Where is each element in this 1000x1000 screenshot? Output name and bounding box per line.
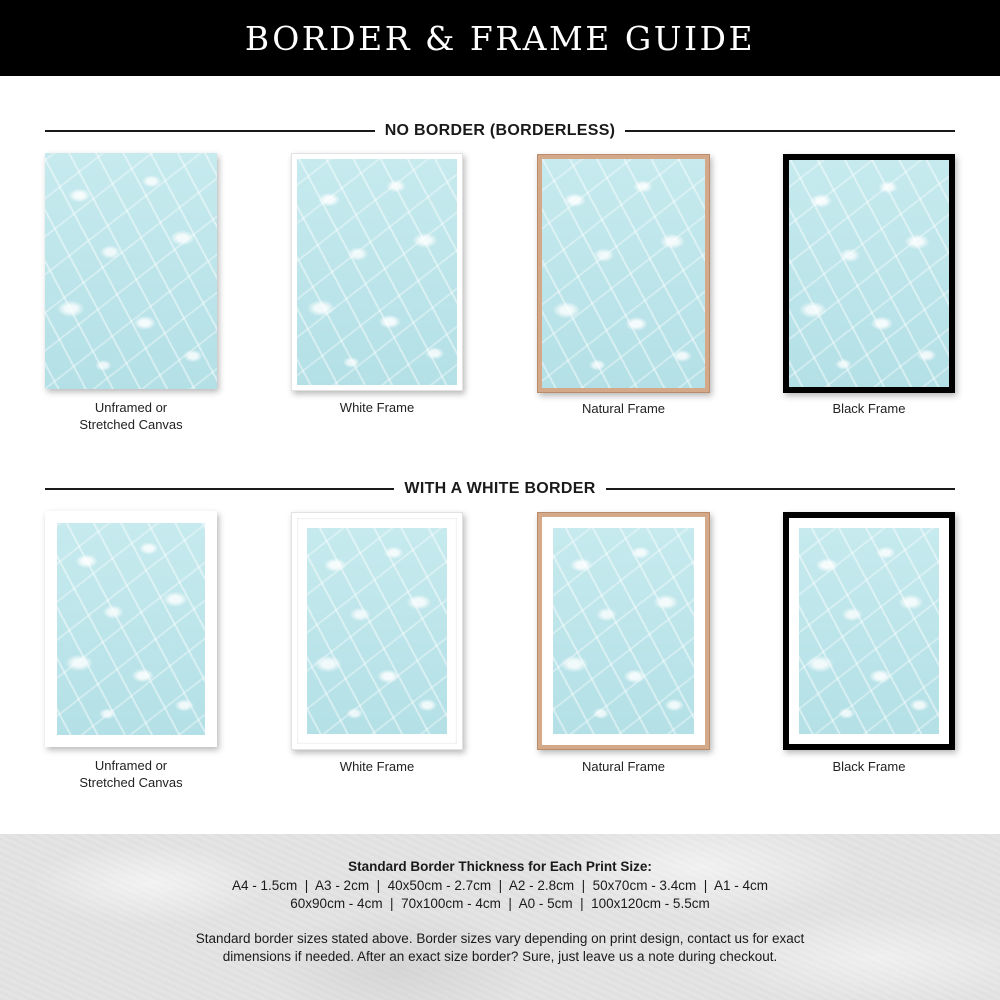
print-unframed-borderless (45, 153, 217, 432)
print-caption (251, 399, 503, 416)
section-heading-no-border (45, 119, 955, 143)
border-thickness-info (0, 834, 1000, 1000)
caption-line: Natural Frame (581, 401, 666, 416)
heading-rule-right (625, 130, 955, 132)
print-white-frame-borderless (291, 153, 463, 415)
water-print-image (799, 528, 939, 734)
water-print-image (307, 528, 447, 734)
section-heading-text: NO BORDER (BORDERLESS) (384, 122, 616, 139)
print-natural-frame-borderless (537, 154, 710, 416)
print-caption (251, 758, 503, 775)
print-unframed-white-border (45, 511, 217, 790)
print-caption (5, 757, 257, 791)
header-bar (0, 0, 1000, 76)
water-print-image (553, 528, 694, 734)
caption-line: White Frame (339, 400, 415, 415)
water-print-image (789, 160, 949, 387)
print-caption (497, 400, 750, 417)
caption-line: Stretched Canvas (79, 775, 183, 790)
print-caption (743, 400, 995, 417)
caption-line: Unframed or (94, 400, 168, 415)
heading-rule-right (606, 488, 955, 490)
page-title: BORDER & FRAME GUIDE (244, 18, 756, 58)
print-caption (5, 399, 257, 433)
print-black-frame-white-border (783, 512, 955, 774)
caption-line: Black Frame (832, 759, 906, 774)
water-print-image (45, 153, 217, 389)
print-natural-frame-white-border (537, 512, 710, 774)
caption-line: Unframed or (94, 758, 168, 773)
info-note-line: Standard border sizes stated above. Border sizes vary depending on print design, contact us for exact (195, 931, 805, 946)
info-title: Standard Border Thickness for Each Print Size: (348, 859, 652, 874)
section-heading-white-border (45, 477, 955, 501)
section-heading-text: WITH A WHITE BORDER (404, 480, 596, 497)
print-black-frame-borderless (783, 154, 955, 416)
print-caption (743, 758, 995, 775)
print-white-frame-white-border (291, 512, 463, 774)
water-print-image (542, 159, 705, 388)
heading-rule-left (45, 130, 375, 132)
caption-line: Black Frame (832, 401, 906, 416)
water-print-image (297, 159, 457, 385)
print-caption (497, 758, 750, 775)
info-note-line: dimensions if needed. After an exact size border? Sure, just leave us a note during checkout. (222, 949, 778, 964)
heading-rule-left (45, 488, 394, 490)
water-print-image (57, 523, 205, 735)
caption-line: Stretched Canvas (79, 417, 183, 432)
size-list-line: A4 - 1.5cm | A3 - 2cm | 40x50cm - 2.7cm | A2 - 2.8cm | 50x70cm - 3.4cm | A1 - 4cm (232, 878, 768, 893)
caption-line: Natural Frame (581, 759, 666, 774)
size-list-line: 60x90cm - 4cm | 70x100cm - 4cm | A0 - 5cm | 100x120cm - 5.5cm (290, 896, 710, 911)
caption-line: White Frame (339, 759, 415, 774)
